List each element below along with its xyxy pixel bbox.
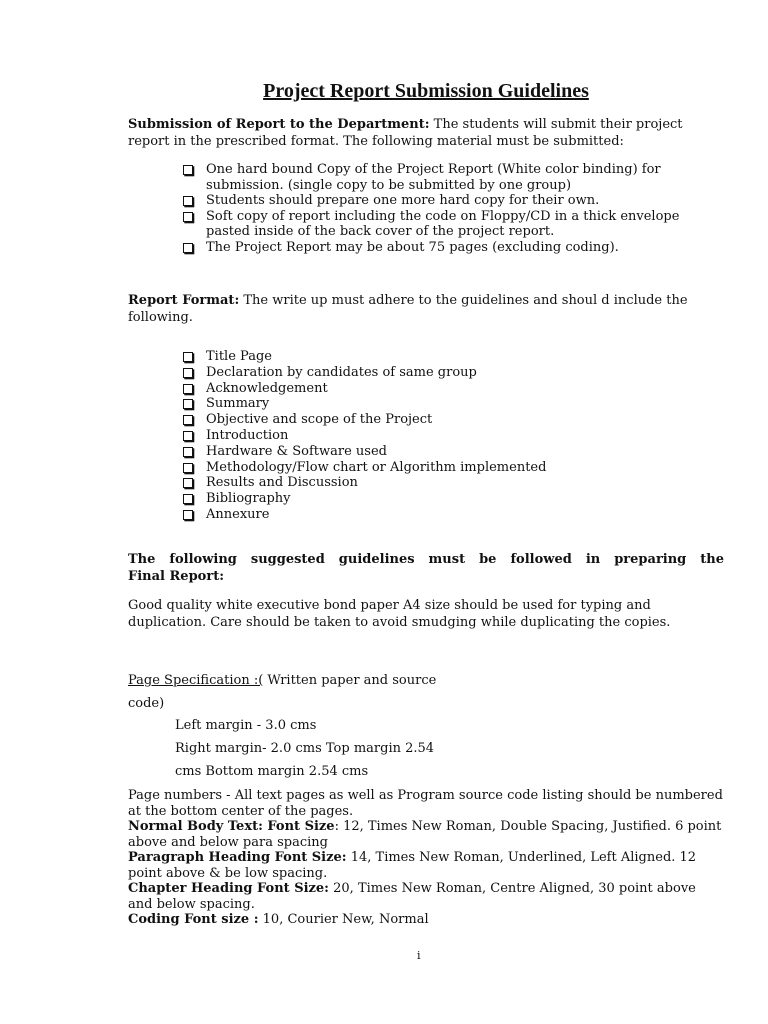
format-text: The write up must adhere to the guidelines and shoul d include the following.: [128, 293, 688, 325]
checkbox-icon: [183, 165, 193, 175]
margin-line: cms Bottom margin 2.54 cms: [175, 764, 369, 779]
format-paragraph: [128, 292, 724, 326]
paper-paragraph: Good quality white executive bond paper A4 size should be used for typing and duplication. Care should be taken to avoid smudging while duplicating the copies.: [128, 598, 671, 630]
paragraph-heading-spec: Paragraph Heading Font Size: 14, Times New Roman, Underlined, Left Aligned. 12 point above & be low spacing.: [128, 850, 697, 881]
page-title: Project Report Submission Guidelines: [263, 80, 589, 102]
list-item: Declaration by candidates of same group: [183, 365, 713, 381]
checkbox-icon: [183, 415, 193, 425]
list-item: Introduction: [183, 428, 713, 444]
checkbox-icon: [183, 212, 193, 222]
normal-body-spec: Normal Body Text: Font Size: 12, Times New Roman, Double Spacing, Justified. 6 point above and below para spacing: [128, 819, 722, 850]
checkbox-icon: [183, 463, 193, 473]
checkbox-icon: [183, 196, 193, 206]
format-list: [183, 349, 713, 523]
checkbox-icon: [183, 478, 193, 488]
list-item: Annexure: [183, 507, 713, 523]
checkbox-icon: [183, 447, 193, 457]
checkbox-icon: [183, 494, 193, 504]
list-item: Soft copy of report including the code on Floppy/CD in a thick envelope pasted inside of the back cover of the project report.: [183, 209, 713, 240]
checkbox-icon: [183, 243, 193, 253]
guidelines-heading-line1: The following suggested guidelines must be followed in preparing the: [128, 552, 724, 567]
chapter-heading-spec: Chapter Heading Font Size: 20, Times New Roman, Centre Aligned, 30 point above and below spacing.: [128, 881, 696, 912]
list-item: Bibliography: [183, 491, 713, 507]
list-item: The Project Report may be about 75 pages (excluding coding).: [183, 240, 713, 256]
list-item: One hard bound Copy of the Project Report (White color binding) for submission. (single copy to be submitted by one group): [183, 162, 713, 193]
checkbox-icon: [183, 384, 193, 394]
margin-line: Right margin- 2.0 cms Top margin 2.54: [175, 741, 435, 756]
page-spec-line2: code): [128, 696, 165, 711]
format-label: Report Format:: [128, 293, 240, 308]
submission-list: [183, 162, 713, 255]
list-item: Students should prepare one more hard copy for their own.: [183, 193, 713, 209]
list-item: Results and Discussion: [183, 475, 713, 491]
page-number: i: [417, 949, 421, 962]
list-item: Title Page: [183, 349, 713, 365]
list-item: Acknowledgement: [183, 381, 713, 397]
submission-text: The students will submit their project report in the prescribed format. The following material must be submitted:: [128, 117, 683, 149]
guidelines-heading-line2: Final Report:: [128, 569, 224, 584]
page-spec-label: Page Specification :(: [128, 673, 264, 688]
checkbox-icon: [183, 399, 193, 409]
margin-line: Left margin - 3.0 cms: [175, 718, 317, 733]
checkbox-icon: [183, 510, 193, 520]
submission-label: Submission of Report to the Department:: [128, 117, 430, 132]
checkbox-icon: [183, 352, 193, 362]
list-item: Hardware & Software used: [183, 444, 713, 460]
list-item: Summary: [183, 396, 713, 412]
list-item: Methodology/Flow chart or Algorithm implemented: [183, 460, 713, 476]
checkbox-icon: [183, 368, 193, 378]
page-spec-line: Page Specification :( Written paper and source: [128, 673, 437, 688]
checkbox-icon: [183, 431, 193, 441]
page-numbers-paragraph: Page numbers - All text pages as well as Program source code listing should be numbered at the bottom center of the pages.: [128, 788, 723, 819]
list-item: Objective and scope of the Project: [183, 412, 713, 428]
submission-paragraph: [128, 116, 724, 150]
coding-font-spec: Coding Font size : 10, Courier New, Normal: [128, 912, 429, 927]
